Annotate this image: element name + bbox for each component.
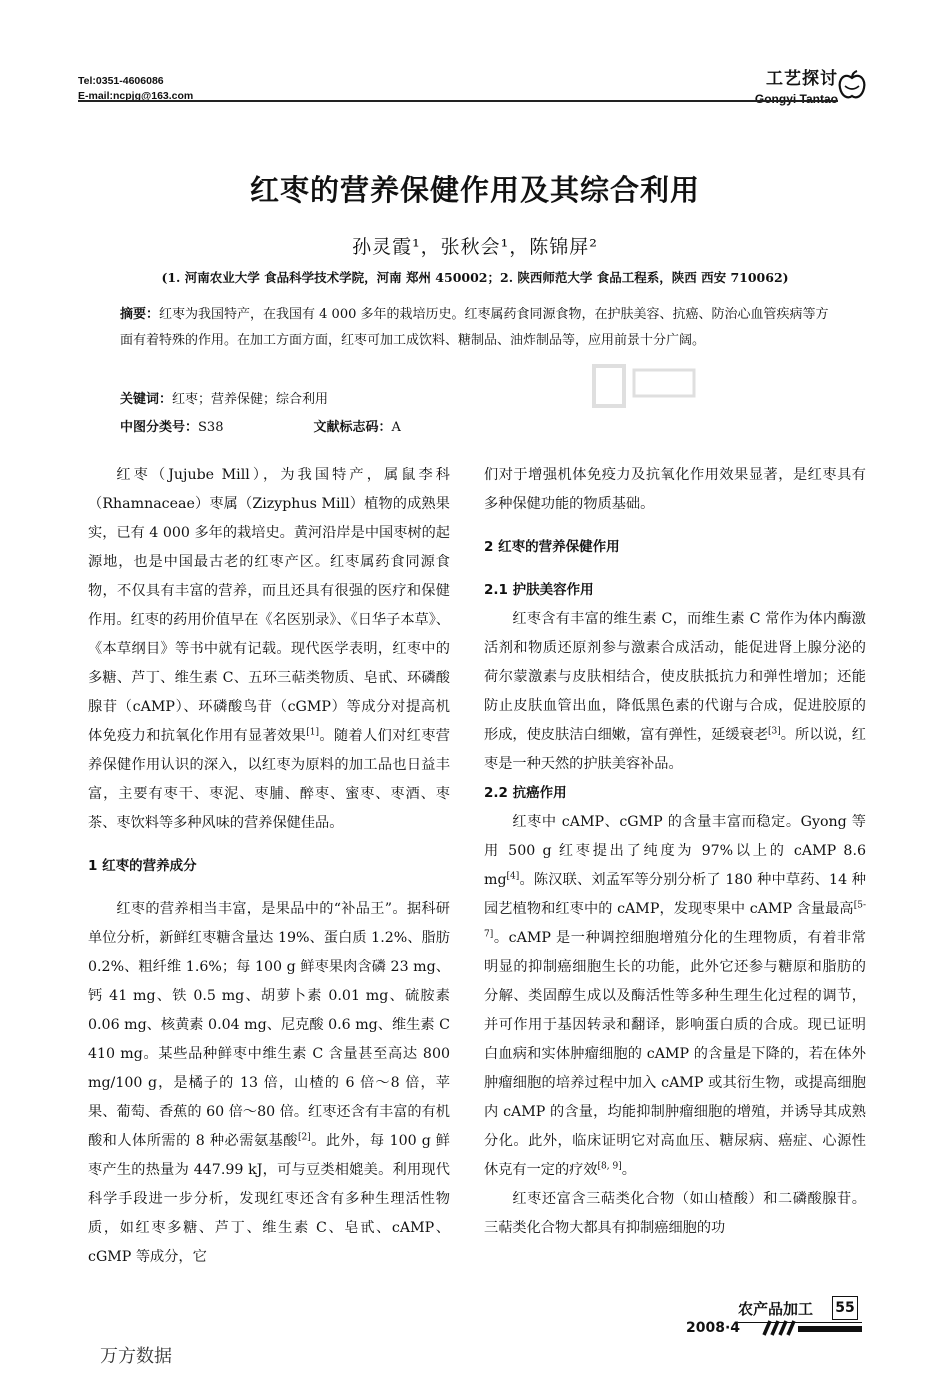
column-label-en: Gongyi Tantao: [754, 92, 838, 106]
column-label-cn: 工艺探讨: [766, 69, 838, 88]
keywords-text: 红枣；营养保健；综合利用: [172, 392, 329, 407]
apple-logo-icon: [838, 70, 866, 100]
abstract-text: 红枣为我国特产，在我国有 4 000 多年的栽培历史。红枣属药食同源食物，在护肤美容、抗癌、防治心血管疾病等方面有着特殊的作用。在加工方面方面，红枣可加工成饮料、糖制品、油炸制品等，应用前景十分广阔。: [120, 307, 829, 348]
clc-value: S38: [198, 420, 224, 435]
anticancer-text-c: 。cAMP 是一种调控细胞增殖分化的生理物质，有着非常明显的抑制癌细胞生长的功能，此外它还参与糖原和脂肪的分解、类固醇生成以及酶活性等多种生理生化过程的调节，并可作用于基因转录和翻译，影响蛋白质的合成。现已证明白血病和实体肿瘤细胞的 cAMP 的含量是下降的，若在体外肿瘤细胞的培养过程中加入 cAMP 或其衍生物，或提高细胞内 cAMP 的含量，均能抑制肿瘤细胞的增殖，并诱导其成熟分化。此外，临床证明它对高血压、糖尿病、癌症、心源性休克有一定的疗效: [484, 930, 866, 1178]
watermark-stamp-icon: [590, 352, 700, 422]
section-1-heading: 1 红枣的营养成分: [88, 858, 197, 874]
nutrition-paragraph: [88, 895, 450, 1272]
ref-3: [3]: [768, 726, 781, 737]
footer-date: 2008·4: [686, 1320, 741, 1336]
keywords-label: 关键词：: [120, 392, 173, 407]
header-email: E-mail:ncpjg@163.com: [78, 90, 194, 102]
classification: [120, 416, 620, 435]
intro-text-tail: 。随着人们对红枣营养保健作用认识的深入，以红枣为原料的加工品也日益丰富，主要有枣干、枣泥、枣脯、醉枣、蜜枣、枣酒、枣茶、枣饮料等多种风味的营养保健佳品。: [88, 728, 450, 831]
skin-care-text-tail: 。所以说，红枣是一种天然的护肤美容补品。: [484, 727, 866, 772]
ref-8-9: [8, 9]: [597, 1161, 622, 1172]
continued-paragraph: 们对于增强机体免疫力及抗氧化作用效果显著，是红枣具有多种保健功能的物质基础。: [484, 467, 866, 512]
article-title: 红枣的营养保健作用及其综合利用: [249, 173, 700, 207]
wanfang-watermark: 万方数据: [100, 1346, 172, 1367]
nutrition-text-tail: 。此外，每 100 g 鲜枣产生的热量为 447.99 kJ，可与豆类相媲美。利用现代科学手段进一步分析，发现红枣还含有多种生理活性物质，如红枣多糖、芦丁、维生素 C、皂甙、cAMP、cGMP 等成分，它: [88, 1133, 450, 1265]
anticancer-text-b: 。陈汉联、刘孟军等分别分析了 180 种中草药、14 种园艺植物和红枣中的 cAMP，发现枣果中 cAMP 含量最高: [484, 872, 866, 917]
footer-slash-decoration-icon: [758, 1320, 862, 1336]
doc-label: 文献标志码：: [313, 420, 392, 435]
header-rule: [78, 100, 838, 102]
article-authors: 孙灵霞¹，张秋会¹，陈锦屏²: [352, 236, 598, 258]
page-number: 55: [832, 1296, 858, 1320]
abstract-label: 摘要：: [120, 307, 160, 322]
abstract: [120, 302, 840, 354]
keywords: [120, 388, 328, 407]
anticancer-paragraph: [484, 808, 866, 1185]
ref-2: [2]: [297, 1132, 311, 1143]
skin-care-text: 红枣含有丰富的维生素 C，而维生素 C 常作为体内酶激活剂和物质还原剂参与激素合成活动，能促进肾上腺分泌的荷尔蒙激素与皮肤相结合，使皮肤抵抗力和弹性增加；还能防止皮肤血管出血，降低黑色素的代谢与合成，促进胶原的形成，使皮肤洁白细嫩，富有弹性，延缓衰老: [484, 611, 866, 743]
triterpene-paragraph: 红枣还富含三萜类化合物（如山楂酸）和二磷酸腺苷。三萜类化合物大都具有抑制癌细胞的功: [484, 1191, 866, 1236]
right-column: [484, 461, 866, 1243]
footer-journal: 农产品加工: [738, 1300, 814, 1318]
subsection-2-2-heading: 2.2 抗癌作用: [484, 785, 567, 801]
intro-paragraph: [88, 461, 450, 838]
left-column: [88, 461, 450, 1272]
ref-5-7: [5-7]: [484, 900, 866, 940]
subsection-2-1-heading: 2.1 护肤美容作用: [484, 582, 594, 598]
anticancer-text-d: 。: [621, 1162, 636, 1178]
header-tel: Tel:0351-4606086: [78, 75, 164, 87]
anticancer-text-a: 红枣中 cAMP、cGMP 的含量丰富而稳定。Gyong 等用 500 g 红枣提出了纯度为 97%以上的 cAMP 8.6 mg: [484, 814, 866, 888]
skin-care-paragraph: [484, 605, 866, 779]
nutrition-text: 红枣的营养相当丰富，是果品中的“补品王”。据科研单位分析，新鲜红枣糖含量达 19%、蛋白质 1.2%、脂肪 0.2%、粗纤维 1.6%；每 100 g 鲜枣果肉含磷 23 mg、钙 41 mg、铁 0.5 mg、胡萝卜素 0.01 mg、硫胺素 0.06 mg、核黄素 0.04 mg、尼克酸 0.6 mg、维生素 C 410 mg。某些品种鲜枣中维生素 C 含量甚至高达 800 mg/100 g，是橘子的 13 倍，山楂的 6 倍～8 倍，苹果、葡萄、香蕉的 60 倍～80 倍。红枣还含有丰富的有机酸和人体所需的 8 种必需氨基酸: [88, 901, 450, 1149]
ref-4: [4]: [506, 871, 520, 882]
article-affiliation: (1. 河南农业大学 食品科学技术学院，河南 郑州 450002；2. 陕西师范大学 食品工程系，陕西 西安 710062): [161, 270, 789, 285]
clc-label: 中图分类号：: [120, 420, 199, 435]
ref-1: [1]: [306, 727, 320, 738]
section-2-heading: 2 红枣的营养保健作用: [484, 539, 620, 555]
intro-text: 红枣（Jujube Mill），为我国特产，属鼠李科（Rhamnaceae）枣属（Zizyphus Mill）植物的成熟果实，已有 4 000 多年的栽培史。黄河沿岸是中国枣树的起源地，也是中国最古老的红枣产区。红枣属药食同源食物，不仅具有丰富的营养，而且还具有很强的医疗和保健作用。红枣的药用价值早在《名医别录》、《日华子本草》、《本草纲目》等书中就有记载。现代医学表明，红枣中的多糖、芦丁、维生素 C、五环三萜类物质、皂甙、环磷酸腺苷（cAMP）、环磷酸鸟苷（cGMP）等成分对提高机体免疫力和抗氧化作用有显著效果: [88, 467, 450, 744]
doc-value: A: [391, 420, 401, 435]
